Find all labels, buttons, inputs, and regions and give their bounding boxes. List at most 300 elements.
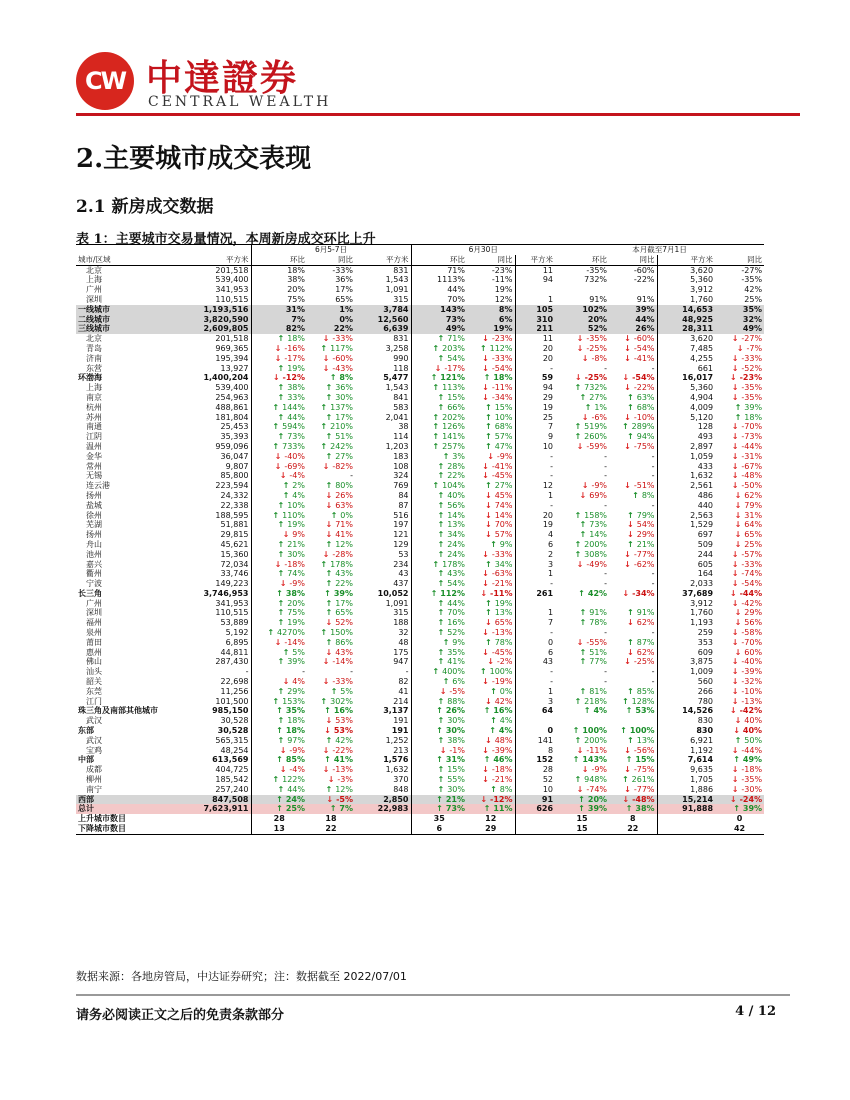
value-cell: ↓ 40%: [715, 716, 764, 726]
value-cell: -35%: [586, 265, 608, 275]
value-cell: 433: [657, 462, 715, 472]
table-row: [76, 471, 764, 481]
value-cell: 36%: [335, 275, 353, 285]
value-cell: 1: [515, 608, 555, 618]
value-cell: ↓ 26%: [307, 491, 355, 501]
value-cell: ↓ -40%: [251, 452, 307, 462]
value-cell: ↑ 4270%: [251, 628, 307, 638]
value-cell: -: [515, 452, 555, 462]
value-cell: ↑ 178%: [411, 560, 467, 570]
value-cell: ↑ 31%: [411, 755, 467, 765]
summary-label-cell: 下降城市数目: [76, 824, 181, 834]
city-name-cell: 连云港: [86, 481, 110, 491]
value-cell: 959,096: [215, 441, 249, 451]
table-row: [76, 657, 764, 667]
value-cell: 37,689: [657, 589, 715, 599]
value-cell: 22,698: [220, 677, 249, 687]
value-cell: [609, 599, 657, 609]
value-cell: ↓ 65%: [467, 618, 515, 628]
value-cell: 1,252: [385, 735, 409, 745]
value-cell: ↑ 20%: [555, 795, 609, 805]
city-name-cell: 泉州: [86, 628, 102, 638]
city-name-cell: 一线城市: [76, 305, 181, 315]
value-cell: 324: [393, 471, 409, 481]
value-cell: ↑ 44%: [411, 599, 467, 609]
value-cell: 3,784: [355, 305, 411, 315]
value-cell: ↓ 43%: [307, 648, 355, 658]
value-cell: ↓ -33%: [307, 677, 355, 687]
value-cell: -: [515, 364, 555, 374]
table-column-header: 平方米: [181, 255, 251, 265]
value-cell: ↑ 26%: [411, 706, 467, 716]
value-cell: 4,255: [657, 354, 715, 364]
value-cell: 9,807: [225, 461, 249, 471]
value-cell: -60%: [633, 265, 655, 275]
table-row: [76, 520, 764, 530]
value-cell: ↑ 13%: [609, 736, 657, 746]
city-name-cell: 江阴: [86, 432, 102, 442]
value-cell: ↑ 34%: [467, 560, 515, 570]
table-row: [76, 677, 764, 687]
value-cell: ↑ 150%: [307, 628, 355, 638]
value-cell: 12,560: [355, 315, 411, 325]
value-cell: -: [604, 500, 608, 510]
value-cell: -: [515, 501, 555, 511]
value-cell: ↑ 19%: [251, 618, 307, 628]
value-cell: 82: [398, 677, 409, 687]
city-name-cell: 惠州: [86, 647, 102, 657]
table-row: [76, 373, 764, 383]
value-cell: 223,594: [215, 481, 249, 491]
value-cell: 14,653: [657, 305, 715, 315]
value-cell: 48,925: [657, 315, 715, 325]
value-cell: ↓ -39%: [715, 667, 764, 677]
value-cell: -: [604, 628, 608, 638]
value-cell: 769: [393, 481, 409, 491]
value-cell: ↑ 203%: [411, 344, 467, 354]
value-cell: 3,746,953: [203, 588, 249, 598]
value-cell: ↑ 16%: [467, 706, 515, 716]
value-cell: ↓ -63%: [467, 569, 515, 579]
value-cell: -: [604, 451, 608, 461]
table-caption: 表 1：主要城市交易量情况，本周新房成交环比上升: [76, 232, 376, 247]
value-cell: -: [651, 451, 655, 461]
value-cell: 7%: [251, 315, 307, 325]
value-cell: ↓ -9%: [555, 481, 609, 491]
value-cell: ↑ 242%: [307, 442, 355, 452]
value-cell: 152: [515, 755, 555, 765]
value-cell: 65%: [335, 294, 353, 304]
table-row: [76, 275, 764, 285]
value-cell: 22%: [307, 324, 355, 334]
value-cell: 44%: [411, 285, 467, 295]
table-row: [76, 511, 764, 521]
value-cell: -: [651, 471, 655, 481]
value-cell: 732%: [584, 275, 608, 285]
value-cell: ↑ 15%: [411, 765, 467, 775]
value-cell: ↑ 104%: [411, 481, 467, 491]
value-cell: ↑ 24%: [411, 550, 467, 560]
value-cell: 831: [393, 334, 409, 344]
city-name-cell: 江门: [86, 696, 102, 706]
value-cell: ↑ 14%: [555, 530, 609, 540]
value-cell: 11,256: [220, 686, 249, 696]
value-cell: 108: [393, 461, 409, 471]
table-column-header: 城市/区域: [76, 255, 181, 265]
value-cell: ↓ -11%: [555, 746, 609, 756]
value-cell: ↓ -60%: [609, 334, 657, 344]
value-cell: ↑ 44%: [251, 413, 307, 423]
city-name-cell: 珠三角及南部其他城市: [78, 706, 158, 716]
summary-count-cell: [657, 824, 715, 834]
value-cell: 105: [515, 305, 555, 315]
value-cell: ↓ 29%: [715, 608, 764, 618]
value-cell: ↑ 30%: [307, 393, 355, 403]
value-cell: 539,400: [215, 383, 249, 393]
value-cell: 3,820,590: [181, 315, 251, 325]
summary-count-cell: 22: [609, 824, 657, 834]
value-cell: ↑ 52%: [411, 628, 467, 638]
value-cell: 370: [393, 775, 409, 785]
table-row: [76, 638, 764, 648]
value-cell: ↑ 91%: [609, 608, 657, 618]
value-cell: ↓ -59%: [555, 442, 609, 452]
value-cell: ↑ 6%: [411, 677, 467, 687]
table-row: [76, 432, 764, 442]
value-cell: -23%: [491, 265, 513, 275]
value-cell: 188: [393, 618, 409, 628]
value-cell: 101,500: [215, 696, 249, 706]
value-cell: 516: [393, 510, 409, 520]
city-name-cell: 苏州: [86, 412, 102, 422]
city-name-cell: 长三角: [78, 588, 102, 598]
value-cell: 30,528: [220, 716, 249, 726]
value-cell: 969,365: [215, 343, 249, 353]
summary-count-cell: [181, 814, 251, 824]
value-cell: ↑ 20%: [251, 599, 307, 609]
value-cell: ↓ -3%: [307, 775, 355, 785]
value-cell: 7,485: [657, 344, 715, 354]
value-cell: ↓ -21%: [467, 775, 515, 785]
value-cell: ↑ 126%: [411, 422, 467, 432]
value-cell: 4: [515, 530, 555, 540]
summary-label-cell: 上升城市数目: [78, 814, 126, 824]
value-cell: ↑ 948%: [555, 775, 609, 785]
city-name-cell: 常州: [86, 461, 102, 471]
value-cell: 6%: [467, 315, 515, 325]
value-cell: ↑ 68%: [609, 403, 657, 413]
value-cell: 214: [393, 696, 409, 706]
source-note: 数据来源：各地房管局，中达证券研究；注：数据截至 2022/07/01: [76, 970, 407, 983]
city-name-cell: 扬州: [86, 530, 102, 540]
value-cell: 20: [515, 511, 555, 521]
value-cell: ↑ 18%: [251, 334, 307, 344]
value-cell: ↑ 19%: [251, 364, 307, 374]
value-cell: ↓ -25%: [609, 657, 657, 667]
city-name-cell: 莆田: [86, 637, 102, 647]
value-cell: ↑ 2%: [251, 481, 307, 491]
value-cell: 24,332: [220, 490, 249, 500]
value-cell: 254,963: [215, 392, 249, 402]
value-cell: 1,760: [657, 295, 715, 305]
value-cell: -: [604, 363, 608, 373]
table-row: [76, 442, 764, 452]
value-cell: -: [651, 461, 655, 471]
value-cell: ↓ -35%: [555, 334, 609, 344]
value-cell: ↓ -62%: [609, 560, 657, 570]
value-cell: ↑ 137%: [307, 403, 355, 413]
value-cell: 661: [657, 364, 715, 374]
value-cell: ↓ -16%: [251, 344, 307, 354]
value-cell: ↓ -19%: [467, 677, 515, 687]
value-cell: ↓ -17%: [251, 354, 307, 364]
city-name-cell: 芜湖: [86, 520, 102, 530]
value-cell: 493: [657, 432, 715, 442]
city-name-cell: 总计: [76, 804, 181, 814]
value-cell: ↑ 13%: [467, 608, 515, 618]
value-cell: ↓ 63%: [307, 501, 355, 511]
footer-rule: [76, 994, 790, 996]
value-cell: ↓ -82%: [307, 462, 355, 472]
value-cell: 315: [393, 294, 409, 304]
city-name-cell: 嘉兴: [86, 559, 102, 569]
value-cell: ↓ -30%: [715, 785, 764, 795]
value-cell: 613,569: [212, 755, 249, 765]
table-row: [76, 687, 764, 697]
value-cell: ↓ -44%: [715, 442, 764, 452]
value-cell: -: [651, 569, 655, 579]
value-cell: ↓ -41%: [609, 354, 657, 364]
table-row: [76, 393, 764, 403]
value-cell: ↓ -67%: [715, 462, 764, 472]
value-cell: 605: [657, 560, 715, 570]
value-cell: 43: [398, 569, 409, 579]
value-cell: ↓ -54%: [467, 364, 515, 374]
value-cell: ↓ -8%: [555, 354, 609, 364]
table-row: [76, 265, 764, 275]
table-row: [76, 383, 764, 393]
value-cell: -11%: [491, 275, 513, 285]
brand-name-en: CENTRAL WEALTH: [148, 94, 332, 110]
value-cell: ↑ 51%: [307, 432, 355, 442]
value-cell: 143%: [411, 305, 467, 315]
value-cell: ↑ 25%: [251, 804, 307, 814]
table-row: [76, 569, 764, 579]
table-row: [76, 364, 764, 374]
value-cell: 509: [657, 540, 715, 550]
value-cell: 19%: [467, 324, 515, 334]
value-cell: 28: [515, 765, 555, 775]
value-cell: ↑ 33%: [251, 393, 307, 403]
value-cell: ↑ 28%: [411, 462, 467, 472]
value-cell: -22%: [633, 275, 655, 285]
value-cell: ↑ 122%: [251, 775, 307, 785]
value-cell: ↓ -55%: [555, 638, 609, 648]
value-cell: ↑ 18%: [715, 413, 764, 423]
city-name-cell: 扬州: [86, 490, 102, 500]
value-cell: ↓ 53%: [307, 726, 355, 736]
value-cell: 5,120: [657, 413, 715, 423]
value-cell: ↓ -27%: [715, 334, 764, 344]
value-cell: 18%: [251, 265, 307, 275]
value-cell: -33%: [332, 265, 353, 275]
value-cell: ↓ -34%: [467, 393, 515, 403]
value-cell: 8%: [467, 305, 515, 315]
value-cell: ↑ 19%: [467, 599, 515, 609]
value-cell: 830: [657, 716, 715, 726]
table-column-header: 环比: [251, 255, 307, 265]
value-cell: 35,393: [220, 432, 249, 442]
value-cell: ↑ 38%: [411, 736, 467, 746]
page-number: 4 / 12: [735, 1004, 776, 1019]
value-cell: -: [405, 667, 409, 677]
value-cell: ↓ -35%: [715, 393, 764, 403]
value-cell: ↓ 48%: [467, 736, 515, 746]
table-row: [76, 716, 764, 726]
value-cell: 12: [515, 481, 555, 491]
value-cell: ↑ 14%: [411, 511, 467, 521]
table-row: [76, 354, 764, 364]
value-cell: ↑ 733%: [251, 442, 307, 452]
value-cell: ↓ -44%: [715, 589, 764, 599]
value-cell: ↑ 30%: [411, 716, 467, 726]
value-cell: 32%: [715, 315, 764, 325]
disclaimer-note: 请务必阅读正文之后的免责条款部分: [76, 1008, 285, 1023]
value-cell: ↑ 38%: [251, 383, 307, 393]
value-cell: ↓ -70%: [715, 422, 764, 432]
value-cell: 440: [657, 501, 715, 511]
value-cell: ↑ 24%: [411, 540, 467, 550]
value-cell: ↑ 8%: [307, 373, 355, 383]
table-row: [76, 285, 764, 295]
value-cell: ↑ 16%: [411, 618, 467, 628]
value-cell: ↓ -45%: [467, 471, 515, 481]
table-row: [76, 736, 764, 746]
value-cell: -: [651, 363, 655, 373]
value-cell: ↑ 15%: [609, 755, 657, 765]
value-cell: 3,620: [657, 265, 715, 275]
value-cell: ↓ -33%: [715, 560, 764, 570]
value-cell: ↑ 53%: [609, 706, 657, 716]
transaction-table: [76, 244, 764, 835]
value-cell: ↑ 144%: [251, 403, 307, 413]
value-cell: ↓ 45%: [467, 491, 515, 501]
city-name-cell: 宝鸡: [86, 745, 102, 755]
value-cell: ↑ 153%: [251, 697, 307, 707]
value-cell: 44,811: [220, 647, 249, 657]
value-cell: -: [245, 667, 249, 677]
value-cell: 2,041: [385, 412, 409, 422]
value-cell: ↑ 16%: [307, 706, 355, 716]
value-cell: ↓ 60%: [715, 648, 764, 658]
value-cell: ↓ -23%: [715, 373, 764, 383]
value-cell: ↓ -14%: [251, 638, 307, 648]
summary-count-cell: 15: [576, 814, 588, 824]
value-cell: 7,623,911: [181, 804, 251, 814]
value-cell: ↓ -18%: [251, 560, 307, 570]
value-cell: 11: [515, 334, 555, 344]
city-name-cell: 池州: [86, 549, 102, 559]
summary-count-cell: [355, 824, 411, 834]
city-name-cell: 东营: [86, 363, 102, 373]
value-cell: 73%: [411, 315, 467, 325]
value-cell: 2,563: [657, 511, 715, 521]
city-name-cell: 北京: [86, 334, 102, 344]
value-cell: 33,746: [220, 569, 249, 579]
value-cell: ↑ 302%: [307, 697, 355, 707]
value-cell: ↑ 73%: [555, 520, 609, 530]
value-cell: 195,394: [215, 353, 249, 363]
city-name-cell: 无锡: [86, 471, 102, 481]
value-cell: -: [515, 628, 555, 638]
value-cell: 110,515: [215, 294, 249, 304]
value-cell: 341,953: [215, 285, 249, 295]
value-cell: ↓ -10%: [715, 687, 764, 697]
table-column-header: 环比: [411, 255, 467, 265]
table-column-header: 同比: [609, 255, 657, 265]
value-cell: [555, 599, 609, 609]
value-cell: 121: [393, 530, 409, 540]
value-cell: ↑ 202%: [411, 413, 467, 423]
value-cell: ↓ -48%: [609, 795, 657, 805]
value-cell: 266: [657, 687, 715, 697]
value-cell: 1,192: [657, 746, 715, 756]
value-cell: 848: [393, 784, 409, 794]
value-cell: 1,576: [383, 755, 409, 765]
value-cell: ↑ 260%: [555, 432, 609, 442]
value-cell: ↑ 8%: [609, 491, 657, 501]
value-cell: 2,609,805: [181, 324, 251, 334]
value-cell: -: [604, 677, 608, 687]
value-cell: ↑ 0%: [307, 511, 355, 521]
value-cell: 0: [515, 638, 555, 648]
value-cell: ↑ 39%: [555, 804, 609, 814]
value-cell: ↓ -5%: [411, 687, 467, 697]
value-cell: 149,223: [215, 579, 249, 589]
value-cell: ↓ -21%: [467, 579, 515, 589]
value-cell: 310: [515, 315, 555, 325]
value-cell: 7,614: [657, 755, 715, 765]
table-row: [76, 422, 764, 432]
value-cell: ↑ 5%: [251, 648, 307, 658]
value-cell: ↓ -6%: [555, 413, 609, 423]
value-cell: ↑ 39%: [715, 804, 764, 814]
value-cell: 53,889: [220, 618, 249, 628]
value-cell: ↑ 27%: [555, 393, 609, 403]
value-cell: 3: [515, 697, 555, 707]
value-cell: 1,886: [657, 785, 715, 795]
value-cell: ↑ 79%: [609, 511, 657, 521]
value-cell: -: [604, 579, 608, 589]
value-cell: ↓ 64%: [715, 520, 764, 530]
value-cell: 539,400: [215, 275, 249, 285]
value-cell: 1,705: [657, 775, 715, 785]
value-cell: 287,430: [215, 657, 249, 667]
value-cell: ↓ -58%: [715, 628, 764, 638]
value-cell: 985,150: [212, 706, 249, 716]
value-cell: 1,632: [385, 765, 409, 775]
value-cell: 41: [398, 686, 409, 696]
value-cell: 1,203: [385, 441, 409, 451]
value-cell: 25: [515, 413, 555, 423]
value-cell: 48,254: [220, 745, 249, 755]
value-cell: 20%: [251, 285, 307, 295]
value-cell: ↓ -34%: [609, 589, 657, 599]
value-cell: ↓ -18%: [715, 765, 764, 775]
value-cell: ↑ 18%: [251, 726, 307, 736]
city-name-cell: 徐州: [86, 510, 102, 520]
value-cell: ↑ 91%: [555, 608, 609, 618]
